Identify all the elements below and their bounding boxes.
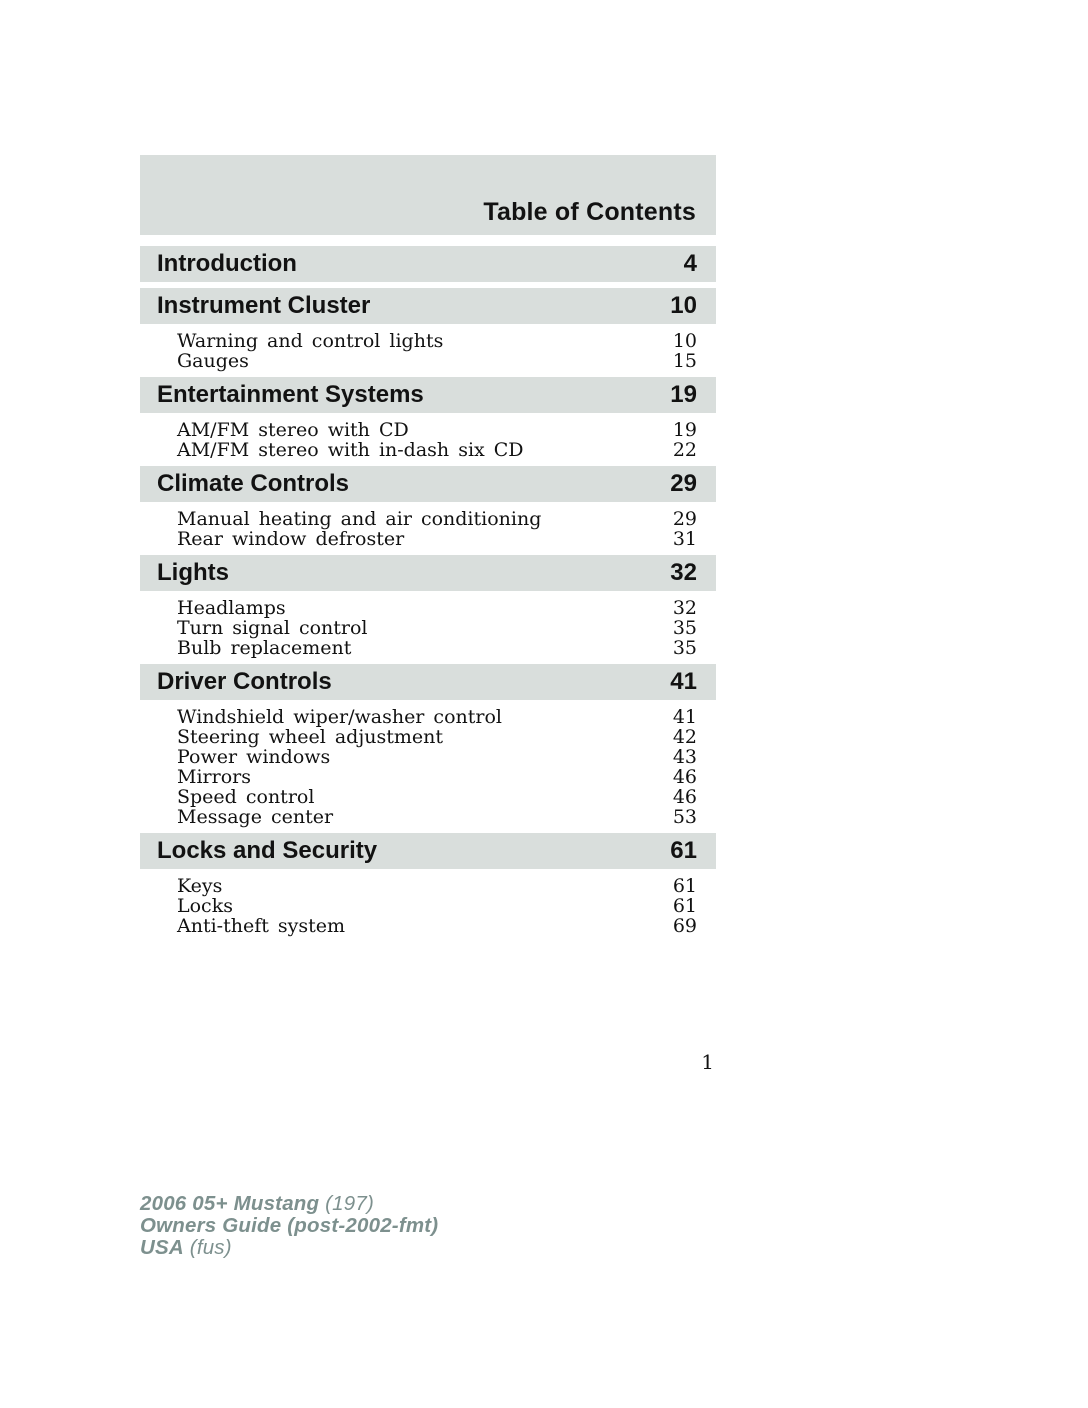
toc-entry-page: 46 [672,766,697,788]
toc-entry-page: 29 [672,508,697,530]
page-title: Table of Contents [483,198,696,226]
toc-entry-label: Rear window defroster [177,528,405,550]
toc-entry-label: Locks [177,895,233,917]
footer-bold-text: USA [140,1236,184,1259]
footer-bold-text: 2006 05+ Mustang [140,1192,320,1215]
toc-entry-label: AM/FM stereo with CD [177,419,409,441]
toc-entry-page: 46 [672,786,697,808]
toc-entry-label: Message center [177,806,334,828]
toc-entry-page: 19 [672,419,697,441]
toc-entry [140,896,716,916]
section-page-number: 19 [670,381,697,408]
section-header-row [140,246,716,282]
section-page-number: 32 [670,559,697,586]
section-page-number: 4 [683,250,697,277]
toc-entry-label: Windshield wiper/washer control [177,706,502,728]
section-header-row [140,377,716,413]
toc-entry-label: Anti-theft system [177,915,346,937]
toc-entry [140,618,716,638]
footer-normal-text: (197) [319,1192,375,1215]
toc-entry [140,807,716,827]
toc-entry [140,351,716,371]
toc-entry-label: Bulb replacement [177,637,352,659]
footer [140,1193,438,1259]
section-page-number: 29 [670,470,697,497]
toc-entry-label: Turn signal control [177,617,368,639]
section-header-row [140,288,716,324]
section-page-number: 41 [670,668,697,695]
footer-bold-text: Owners Guide (post-2002-fmt) [140,1214,439,1237]
footer-line-3 [140,1237,438,1259]
toc-entry-label: Power windows [177,746,331,768]
section-items [140,598,716,658]
toc-entry [140,916,716,936]
toc-entry [140,440,716,460]
toc-entry-page: 61 [672,875,697,897]
toc-entry-page: 61 [672,895,697,917]
toc-entry-page: 22 [672,439,697,461]
toc-entry [140,331,716,351]
toc-entry-page: 42 [672,726,697,748]
toc-entry [140,787,716,807]
section-header-row [140,833,716,869]
toc-entry-page: 35 [672,617,697,639]
section-page-number: 10 [670,292,697,319]
toc-entry [140,529,716,549]
toc-entry-page: 43 [672,746,697,768]
toc-entry-label: Gauges [177,350,249,372]
section-label: Climate Controls [157,470,350,497]
section-items [140,707,716,827]
section-header-row [140,555,716,591]
toc-entry-page: 31 [672,528,697,550]
section-label: Locks and Security [157,837,378,864]
toc-entry-page: 32 [672,597,697,619]
section-label: Lights [157,559,229,586]
toc-header-band [140,155,716,235]
section-header-row [140,664,716,700]
toc-column [140,155,716,941]
toc-entry-page: 35 [672,637,697,659]
toc-entry [140,876,716,896]
toc-entry-page: 69 [672,915,697,937]
toc-entry-page: 41 [672,706,697,728]
section-label: Introduction [157,250,297,277]
toc-entry [140,767,716,787]
section-page-number: 61 [670,837,697,864]
toc-entry [140,727,716,747]
footer-normal-text: (fus) [183,1236,232,1259]
toc-entry-label: AM/FM stereo with in-dash six CD [177,439,524,461]
section-header-row [140,466,716,502]
toc-entry [140,509,716,529]
footer-line-1 [140,1193,438,1215]
toc-entry [140,638,716,658]
toc-entry-label: Headlamps [177,597,286,619]
toc-entry-label: Speed control [177,786,315,808]
toc-entry-page: 10 [672,330,697,352]
section-label: Driver Controls [157,668,332,695]
toc-entry [140,420,716,440]
section-label: Instrument Cluster [157,292,371,319]
footer-line-2 [140,1215,438,1237]
section-items [140,509,716,549]
toc-entry-label: Mirrors [177,766,251,788]
section-items [140,420,716,460]
toc-entry [140,747,716,767]
section-label: Entertainment Systems [157,381,424,408]
section-items [140,331,716,371]
toc-entry-label: Keys [177,875,223,897]
toc-entry-label: Steering wheel adjustment [177,726,443,748]
section-items [140,876,716,936]
toc-entry-label: Manual heating and air conditioning [177,508,542,530]
toc-entry [140,598,716,618]
toc-entry-label: Warning and control lights [177,330,444,352]
page-number: 1 [701,1050,714,1074]
toc-sections [140,246,716,936]
toc-entry-page: 15 [672,350,697,372]
toc-entry [140,707,716,727]
toc-entry-page: 53 [672,806,697,828]
